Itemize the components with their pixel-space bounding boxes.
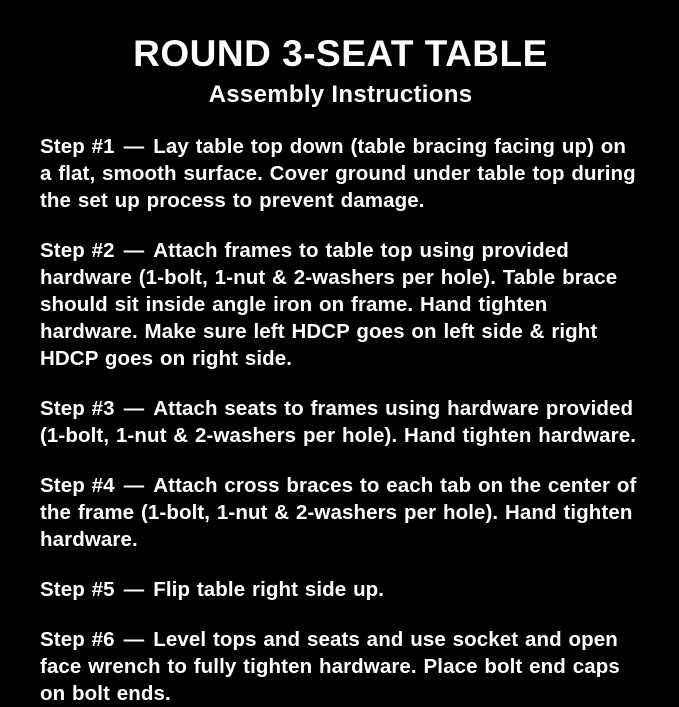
step-label: Step #2 (40, 238, 115, 262)
step-label: Step #5 (40, 578, 115, 602)
step-text: Lay table top down (table bracing facing up) on a flat, smooth surface. Cover ground under table top during the set up process to prevent damage. (40, 134, 636, 212)
page-title: ROUND 3-SEAT TABLE (133, 33, 548, 74)
step-separator: — (123, 628, 145, 652)
step-separator: — (123, 397, 145, 421)
steps-list (40, 133, 641, 707)
step-3 (40, 395, 641, 449)
step-2 (40, 237, 641, 372)
step-1 (40, 133, 641, 214)
step-label: Step #6 (40, 628, 115, 652)
step-label: Step #4 (40, 474, 115, 498)
step-separator: — (123, 238, 145, 262)
step-6 (40, 626, 641, 707)
step-text: Attach seats to frames using hardware provided (1-bolt, 1-nut & 2-washers per hole). Hand tighten hardware. (40, 397, 637, 448)
step-4 (40, 472, 641, 553)
step-text: Flip table right side up. (153, 578, 385, 602)
step-label: Step #1 (40, 134, 115, 158)
step-separator: — (123, 474, 145, 498)
step-separator: — (123, 578, 145, 602)
step-text: Attach cross braces to each tab on the center of the frame (1-bolt, 1-nut & 2-washers per hole). Hand tighten hardware. (40, 474, 637, 552)
step-text: Attach frames to table top using provided hardware (1-bolt, 1-nut & 2-washers per hole). Table brace should sit inside angle iron on frame. Hand tighten hardware. Make sure left HDCP goes on left side & right HDCP goes on right side. (40, 238, 618, 371)
step-label: Step #3 (40, 397, 115, 421)
step-5 (40, 576, 641, 603)
step-separator: — (123, 134, 145, 158)
page-subtitle: Assembly Instructions (208, 80, 473, 108)
step-text: Level tops and seats and use socket and open face wrench to fully tighten hardware. Place bolt end caps on bolt ends. (40, 628, 620, 706)
